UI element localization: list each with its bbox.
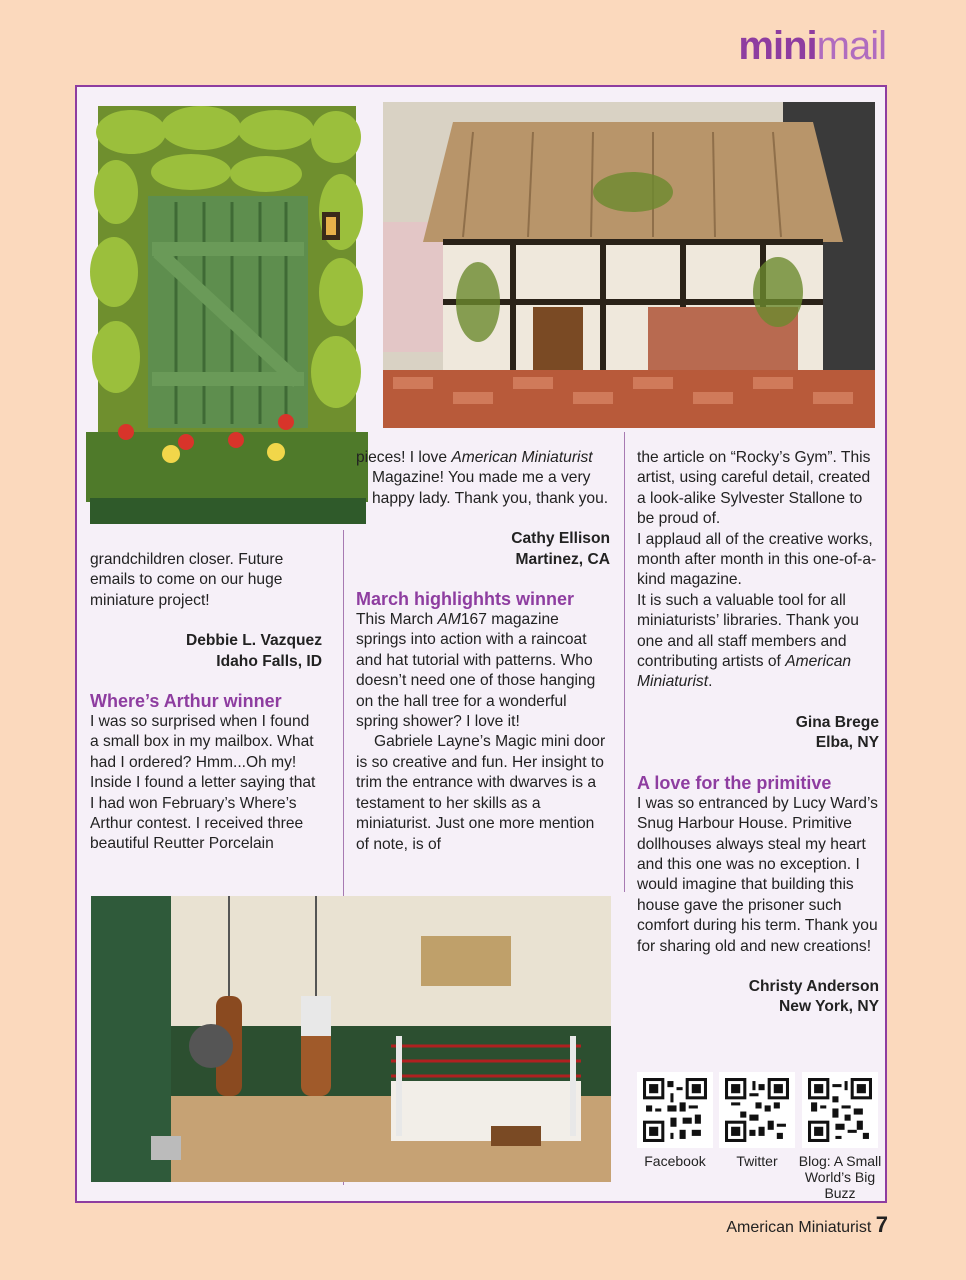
col1-heading: Where’s Arthur winner [90,691,282,712]
page-number: 7 [875,1212,888,1237]
col1-signature-name: Debbie L. Vazquez [185,632,322,650]
spacer [637,957,879,977]
col1-signature-place: Idaho Falls, ID [216,652,322,670]
col3-p1c-emphasis: American Miniaturist [637,653,852,691]
gym-photo [91,896,611,1182]
fairy-door-photo [86,102,368,530]
qr-facebook[interactable] [636,1072,714,1169]
col2-p2-text-b: 167 magazine springs into action with a raincoat and hat tutorial with patterns. Who doesn’t need one of those hanging on the hall tree for a wonderful spring shower? I love it! [356,611,596,731]
masthead-light: mail [816,24,886,68]
col2-heading: March highlighhts winner [356,589,575,610]
col2-paragraph-1 [356,448,610,509]
col3-p1c-text-b: . [708,673,713,691]
col2-p1-text-a: pieces! I love [356,449,452,466]
col3-paragraph-1b: I applaud all of the creative works, month after month in this one-of-a-kind magazine. [637,530,877,589]
col3-paragraph-1a: the article on “Rocky’s Gym”. This artist, using careful detail, created a look-alike Sylvester Stallone to be proud of. [637,449,871,528]
col3-signature-2-place: New York, NY [779,998,879,1016]
column-rule-2 [624,432,625,892]
spacer [356,570,610,588]
qr-code-icon [802,1072,878,1148]
spacer [356,509,610,529]
qr-label-twitter: Twitter [736,1153,778,1169]
col2-p2-text-a: This March [356,611,438,629]
col3-p1c-text-a: It is such a valuable tool for all miniaturists’ libraries. Thank you one and all staff members and contributing artists of [637,591,859,671]
cottage-photo [383,102,875,428]
qr-code-icon [719,1072,795,1148]
spacer [90,672,322,690]
col3-signature-2-name: Christy Anderson [748,977,879,995]
spacer [637,693,879,713]
column-1 [90,550,322,855]
qr-label-blog: Blog: A Small World’s Big Buzz [798,1153,882,1201]
spacer [637,754,879,772]
col2-p1-text-b: Magazine! You made me a very happy lady. Thank you, thank you. [372,469,609,507]
page-footer [726,1212,888,1238]
col3-heading: A love for the primitive [637,772,832,793]
col3-paragraph-2: I was so entranced by Lucy Ward’s Snug Harbour House. Primitive dollhouses always steal my heart and this one was no exception. I would imagine that building this house gave the prisoner such comfort during his term. Thank you for sharing old and new creations! [637,794,878,955]
col2-paragraph-3: Gabriele Layne’s Magic mini door is so creative and fun. Her insight to trim the entrance with dwarves is a testament to her skills as a miniaturist. Just one more mention of note, is of [356,733,606,853]
col2-signature-place: Martinez, CA [515,550,610,568]
qr-code-icon [637,1072,713,1148]
col3-signature-1-name: Gina Brege [795,713,879,731]
qr-twitter[interactable] [718,1072,796,1169]
qr-label-facebook: Facebook [644,1153,706,1169]
column-2 [356,448,610,855]
col3-signature-1-place: Elba, NY [815,734,879,752]
footer-magazine: American Miniaturist [726,1219,872,1236]
column-3 [637,448,879,1018]
col2-p1-emphasis: American Miniaturist [451,449,593,466]
col2-signature-name: Cathy Ellison [511,530,610,548]
col1-paragraph-2: I was so surprised when I found a small box in my mailbox. What had I ordered? Hmm...Oh my! Inside I found a letter saying that I had won February’s Where’s Arthur contest. I received three beautiful Reutter Porcelain [90,713,316,853]
col1-paragraph-1: grandchildren closer. Future emails to come on our huge miniature project! [90,551,284,609]
qr-blog[interactable] [796,1072,884,1201]
col3-paragraph-1c [637,591,879,693]
col2-paragraph-2 [356,610,610,732]
col2-p2-emphasis: AM [437,611,461,629]
spacer [90,611,322,631]
masthead [738,22,886,70]
masthead-bold: mini [738,24,817,68]
